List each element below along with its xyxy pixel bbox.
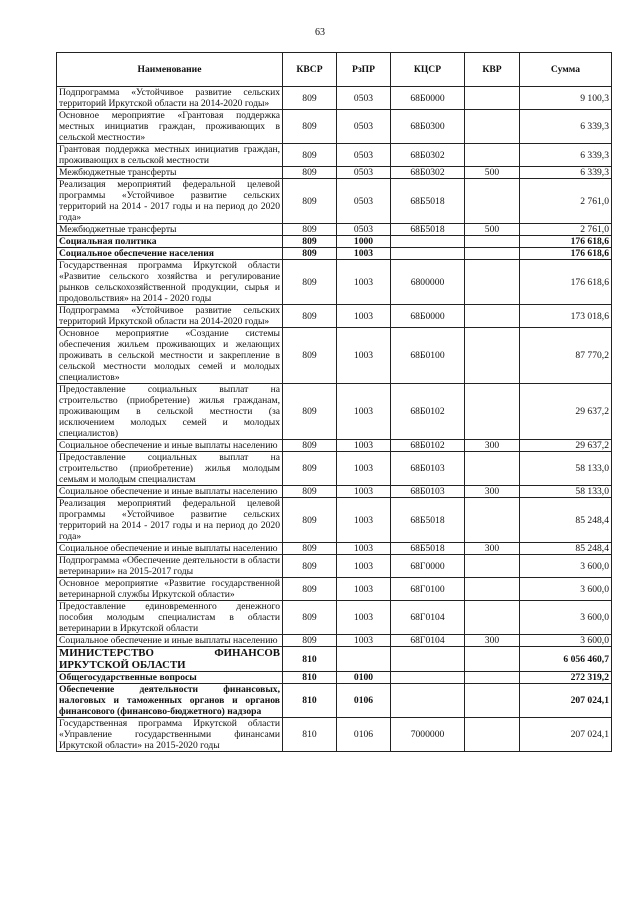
row-rzpr-cell: 1003 — [337, 260, 391, 305]
row-sum-cell: 6 339,3 — [520, 167, 612, 179]
row-name-cell: Основное мероприятие «Грантовая поддержка местных инициатив граждан, проживающих в сельской местности» — [57, 110, 283, 144]
row-kvsr-cell: 809 — [283, 179, 337, 224]
row-name-cell: Социальное обеспечение и иные выплаты населению — [57, 543, 283, 555]
row-kvr-cell: 500 — [465, 167, 520, 179]
row-kcsr-cell — [391, 647, 465, 672]
row-name-cell: Социальное обеспечение и иные выплаты населению — [57, 635, 283, 647]
row-kvsr-cell: 809 — [283, 555, 337, 578]
row-kcsr-cell: 68Б5018 — [391, 179, 465, 224]
row-sum-cell: 58 133,0 — [520, 452, 612, 486]
row-sum-cell: 2 761,0 — [520, 224, 612, 236]
column-header-rzpr: РзПР — [337, 53, 391, 87]
table-row — [57, 260, 612, 305]
table-row — [57, 498, 612, 543]
row-kcsr-cell: 68Б0302 — [391, 144, 465, 167]
table-header-row — [57, 53, 612, 87]
table-row — [57, 486, 612, 498]
row-kvr-cell: 300 — [465, 543, 520, 555]
row-kvsr-cell: 809 — [283, 440, 337, 452]
row-rzpr-cell: 0100 — [337, 672, 391, 684]
row-name-cell: Общегосударственные вопросы — [57, 672, 283, 684]
row-name-cell: Грантовая поддержка местных инициатив граждан, проживающих в сельской местности — [57, 144, 283, 167]
row-kvr-cell: 500 — [465, 224, 520, 236]
row-kvsr-cell: 810 — [283, 684, 337, 718]
row-name-cell: Социальное обеспечение и иные выплаты населению — [57, 486, 283, 498]
row-kvsr-cell: 809 — [283, 305, 337, 328]
row-kvsr-cell: 809 — [283, 144, 337, 167]
row-rzpr-cell: 0503 — [337, 167, 391, 179]
row-kvr-cell — [465, 260, 520, 305]
row-kvsr-cell: 809 — [283, 384, 337, 440]
row-kvr-cell — [465, 305, 520, 328]
row-kvr-cell — [465, 110, 520, 144]
row-kcsr-cell: 68Г0104 — [391, 635, 465, 647]
table-row — [57, 555, 612, 578]
table-row — [57, 305, 612, 328]
row-name-cell: Предоставление социальных выплат на строительство (приобретение) жилья молодым семьям и молодым специалистам — [57, 452, 283, 486]
column-header-kcsr: КЦСР — [391, 53, 465, 87]
table-row — [57, 328, 612, 384]
row-kvsr-cell: 809 — [283, 452, 337, 486]
row-kvr-cell: 300 — [465, 486, 520, 498]
row-sum-cell: 3 600,0 — [520, 601, 612, 635]
row-name-cell: Государственная программа Иркутской области «Развитие сельского хозяйства и регулирование рынков сельскохозяйственной продукции, сырья и продовольствия» на 2014 - 2020 годы — [57, 260, 283, 305]
row-kvsr-cell: 809 — [283, 498, 337, 543]
row-kvr-cell — [465, 718, 520, 752]
row-kcsr-cell: 68Б5018 — [391, 498, 465, 543]
column-header-sum: Сумма — [520, 53, 612, 87]
row-sum-cell: 6 056 460,7 — [520, 647, 612, 672]
row-sum-cell: 6 339,3 — [520, 144, 612, 167]
row-kvsr-cell: 809 — [283, 578, 337, 601]
row-rzpr-cell: 1003 — [337, 328, 391, 384]
row-sum-cell: 2 761,0 — [520, 179, 612, 224]
row-kcsr-cell: 68Б0300 — [391, 110, 465, 144]
row-rzpr-cell: 1003 — [337, 486, 391, 498]
row-kvsr-cell: 809 — [283, 167, 337, 179]
row-kvr-cell — [465, 684, 520, 718]
table-row — [57, 684, 612, 718]
row-kcsr-cell — [391, 684, 465, 718]
row-sum-cell: 176 618,6 — [520, 248, 612, 260]
row-rzpr-cell: 0503 — [337, 110, 391, 144]
row-sum-cell: 173 018,6 — [520, 305, 612, 328]
row-sum-cell: 58 133,0 — [520, 486, 612, 498]
row-rzpr-cell: 1003 — [337, 555, 391, 578]
row-rzpr-cell: 1003 — [337, 452, 391, 486]
row-rzpr-cell: 0503 — [337, 179, 391, 224]
table-row — [57, 179, 612, 224]
column-header-kvsr: КВСР — [283, 53, 337, 87]
row-kvsr-cell: 809 — [283, 543, 337, 555]
row-kcsr-cell: 68Б0100 — [391, 328, 465, 384]
row-kvsr-cell: 809 — [283, 87, 337, 110]
table-row — [57, 452, 612, 486]
row-kcsr-cell: 68Б0102 — [391, 384, 465, 440]
table-row — [57, 635, 612, 647]
row-name-cell: Межбюджетные трансферты — [57, 167, 283, 179]
row-rzpr-cell: 0106 — [337, 718, 391, 752]
table-row — [57, 224, 612, 236]
table-row — [57, 647, 612, 672]
row-kvr-cell — [465, 452, 520, 486]
row-kcsr-cell: 68Б0000 — [391, 305, 465, 328]
row-kvr-cell — [465, 328, 520, 384]
table-row — [57, 440, 612, 452]
row-sum-cell: 207 024,1 — [520, 684, 612, 718]
row-sum-cell: 29 637,2 — [520, 384, 612, 440]
row-kvsr-cell: 809 — [283, 248, 337, 260]
row-rzpr-cell: 1003 — [337, 601, 391, 635]
row-kcsr-cell: 68Б0103 — [391, 452, 465, 486]
row-rzpr-cell: 1003 — [337, 543, 391, 555]
row-kcsr-cell: 68Б0102 — [391, 440, 465, 452]
row-kvsr-cell: 809 — [283, 110, 337, 144]
row-kcsr-cell: 68Б5018 — [391, 224, 465, 236]
row-name-cell: Предоставление социальных выплат на строительство (приобретение) жилья гражданам, проживающим в сельской местности (за исключением молодых семей и молодых специалистов) — [57, 384, 283, 440]
row-sum-cell: 29 637,2 — [520, 440, 612, 452]
row-kcsr-cell: 68Б0103 — [391, 486, 465, 498]
row-kvsr-cell: 810 — [283, 718, 337, 752]
row-kcsr-cell — [391, 672, 465, 684]
table-row — [57, 236, 612, 248]
row-name-cell: Обеспечение деятельности финансовых, налоговых и таможенных органов и органов финансового (финансово-бюджетного) надзора — [57, 684, 283, 718]
row-rzpr-cell: 1000 — [337, 236, 391, 248]
row-rzpr-cell: 1003 — [337, 248, 391, 260]
row-kcsr-cell: 68Б5018 — [391, 543, 465, 555]
row-sum-cell: 3 600,0 — [520, 555, 612, 578]
row-kvr-cell — [465, 384, 520, 440]
row-kvsr-cell: 809 — [283, 236, 337, 248]
row-sum-cell: 9 100,3 — [520, 87, 612, 110]
row-rzpr-cell — [337, 647, 391, 672]
row-kvr-cell — [465, 672, 520, 684]
row-kvsr-cell: 809 — [283, 486, 337, 498]
row-kvr-cell — [465, 236, 520, 248]
row-kcsr-cell: 68Б0302 — [391, 167, 465, 179]
row-rzpr-cell: 1003 — [337, 440, 391, 452]
row-rzpr-cell: 1003 — [337, 498, 391, 543]
table-row — [57, 144, 612, 167]
row-name-cell: Подпрограмма «Устойчивое развитие сельских территорий Иркутской области на 2014-2020 годы» — [57, 87, 283, 110]
row-kcsr-cell — [391, 248, 465, 260]
row-rzpr-cell: 0503 — [337, 224, 391, 236]
row-kvsr-cell: 809 — [283, 601, 337, 635]
row-rzpr-cell: 0503 — [337, 144, 391, 167]
row-kvr-cell — [465, 578, 520, 601]
page-number: 63 — [315, 27, 325, 38]
table-row — [57, 718, 612, 752]
row-name-cell: Социальное обеспечение населения — [57, 248, 283, 260]
row-sum-cell: 207 024,1 — [520, 718, 612, 752]
row-sum-cell: 3 600,0 — [520, 635, 612, 647]
table-row — [57, 672, 612, 684]
row-name-cell: Предоставление единовременного денежного пособия молодым специалистам в области ветеринарии в Иркутской области — [57, 601, 283, 635]
row-rzpr-cell: 0106 — [337, 684, 391, 718]
row-kvr-cell: 300 — [465, 440, 520, 452]
budget-table — [56, 52, 612, 752]
row-kvsr-cell: 809 — [283, 224, 337, 236]
row-kcsr-cell — [391, 236, 465, 248]
row-kvr-cell — [465, 498, 520, 543]
table-row — [57, 248, 612, 260]
row-rzpr-cell: 1003 — [337, 384, 391, 440]
row-kcsr-cell: 68Г0100 — [391, 578, 465, 601]
row-kcsr-cell: 68Б0000 — [391, 87, 465, 110]
table-row — [57, 578, 612, 601]
row-kvr-cell — [465, 248, 520, 260]
table-row — [57, 601, 612, 635]
row-sum-cell: 85 248,4 — [520, 543, 612, 555]
row-kvsr-cell: 810 — [283, 672, 337, 684]
row-kvr-cell — [465, 179, 520, 224]
row-name-cell: Подпрограмма «Обеспечение деятельности в области ветеринарии» на 2015-2017 годы — [57, 555, 283, 578]
row-sum-cell: 176 618,6 — [520, 236, 612, 248]
row-kcsr-cell: 6800000 — [391, 260, 465, 305]
table-row — [57, 110, 612, 144]
row-sum-cell: 6 339,3 — [520, 110, 612, 144]
row-kvr-cell — [465, 87, 520, 110]
row-kvsr-cell: 809 — [283, 260, 337, 305]
row-name-cell: Основное мероприятие «Создание системы обеспечения жильем проживающих и желающих проживать в сельской местности и закрепление в сельской местности молодых семей и молодых специалистов» — [57, 328, 283, 384]
column-header-name: Наименование — [57, 53, 283, 87]
row-kcsr-cell: 7000000 — [391, 718, 465, 752]
row-name-cell: Социальное обеспечение и иные выплаты населению — [57, 440, 283, 452]
row-rzpr-cell: 1003 — [337, 305, 391, 328]
row-sum-cell: 85 248,4 — [520, 498, 612, 543]
table-row — [57, 384, 612, 440]
row-name-cell: Реализация мероприятий федеральной целевой программы «Устойчивое развитие сельских территорий на 2014 - 2017 годы и на период до 2020 года» — [57, 179, 283, 224]
row-name-cell: Реализация мероприятий федеральной целевой программы «Устойчивое развитие сельских территорий на 2014 - 2017 годы и на период до 2020 года» — [57, 498, 283, 543]
row-kcsr-cell: 68Г0000 — [391, 555, 465, 578]
column-header-kvr: КВР — [465, 53, 520, 87]
row-kvr-cell — [465, 601, 520, 635]
row-kvsr-cell: 810 — [283, 647, 337, 672]
table-row — [57, 543, 612, 555]
row-kvsr-cell: 809 — [283, 635, 337, 647]
row-kcsr-cell: 68Г0104 — [391, 601, 465, 635]
row-sum-cell: 3 600,0 — [520, 578, 612, 601]
row-name-cell: Государственная программа Иркутской области «Управление государственными финансами Иркутской области» на 2015-2020 годы — [57, 718, 283, 752]
row-sum-cell: 272 319,2 — [520, 672, 612, 684]
row-name-cell: МИНИСТЕРСТВО ФИНАНСОВ ИРКУТСКОЙ ОБЛАСТИ — [57, 647, 283, 672]
row-name-cell: Социальная политика — [57, 236, 283, 248]
row-kvr-cell: 300 — [465, 635, 520, 647]
row-kvr-cell — [465, 144, 520, 167]
row-name-cell: Основное мероприятие «Развитие государственной ветеринарной службы Иркутской области» — [57, 578, 283, 601]
row-sum-cell: 176 618,6 — [520, 260, 612, 305]
table-row — [57, 167, 612, 179]
row-name-cell: Межбюджетные трансферты — [57, 224, 283, 236]
row-rzpr-cell: 1003 — [337, 635, 391, 647]
row-rzpr-cell: 1003 — [337, 578, 391, 601]
row-kvr-cell — [465, 647, 520, 672]
row-rzpr-cell: 0503 — [337, 87, 391, 110]
row-kvsr-cell: 809 — [283, 328, 337, 384]
row-name-cell: Подпрограмма «Устойчивое развитие сельских территорий Иркутской области на 2014-2020 годы» — [57, 305, 283, 328]
row-sum-cell: 87 770,2 — [520, 328, 612, 384]
row-kvr-cell — [465, 555, 520, 578]
table-row — [57, 87, 612, 110]
